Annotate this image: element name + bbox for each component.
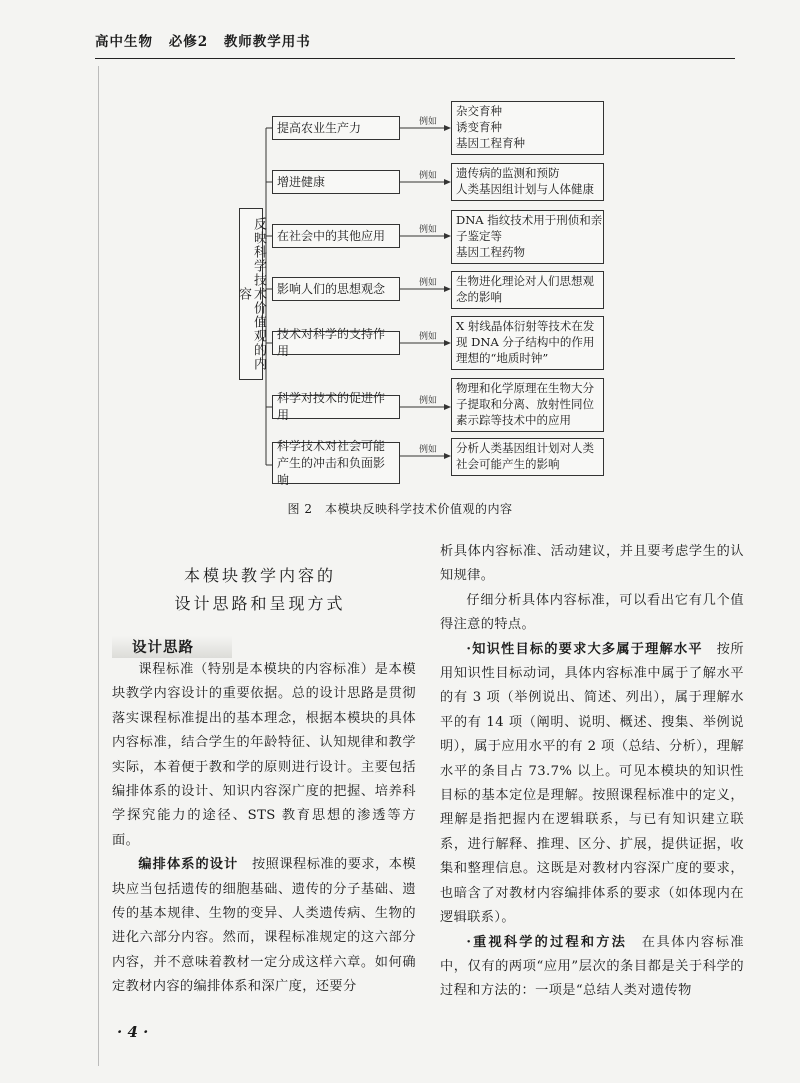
category-box: 科学技术对社会可能产生的冲击和负面影响 [272,442,400,484]
example-line: 遗传病的监测和预防 [456,166,560,180]
category-box: 影响人们的思想观念 [272,277,400,301]
paragraph [440,638,744,931]
section-title-line2: 设计思路和呈现方式 [174,594,346,613]
example-line: 现 DNA 分子结构中的作用 [456,335,595,349]
category-box: 技术对科学的支持作用 [272,331,400,355]
example-label: 例如 [419,445,438,455]
category-box: 在社会中的其他应用 [272,224,400,248]
header-volume: 必修2 [168,34,209,50]
paragraph [112,853,416,999]
example-line: 子提取和分离、放射性同位 [456,397,594,411]
example-label: 例如 [419,396,438,406]
paragraph: 析具体内容标准、活动建议，并且要考虑学生的认知规律。 [440,544,744,584]
example-label: 例如 [419,171,438,181]
paragraph-lead: 编排体系的设计 [138,857,239,873]
example-line: 社会可能产生的影响 [456,457,560,471]
example-label: 例如 [419,225,438,235]
right-column [440,540,744,1004]
left-column [112,658,416,1000]
example-box [451,271,604,309]
root-concept-box: 反映科学技术价值观的内容 [239,208,263,380]
paragraph-text: 在具体内容标准中，仅有的两项“应用”层次的条目都是关于科学的过程和方法的：一项是“总结人类对遗传物 [440,934,745,999]
category-box: 增进健康 [272,170,400,194]
example-line: 素示踪等技术中的应用 [456,413,571,427]
header-book: 高中生物 [95,34,153,50]
paragraph-text: 按照课程标准的要求，本模块应当包括遗传的细胞基础、遗传的分子基础、遗传的基本规律、生物的变异、人类遗传病、生物的进化六部分内容。然而，课程标准规定的这六部分内容，并不意味着教材一定分成这样六章。如何确定教材内容的编排体系和深广度，还要分 [112,857,417,995]
category-box: 提高农业生产力 [272,116,400,140]
example-line: 基因工程药物 [456,245,525,259]
paragraph-text: 按所用知识性目标动词，具体内容标准中属于了解水平的有 3 项（举例说出、简述、列出），属于理解水平的有 14 项（阐明、说明、概述、搜集、举例说明），属于应用水平的有 2 项（总结、分析），理解水平的条目占 73.7% 以上。可见本模块的知识性目标的基本定位是理解。按照课程标准中的定义，理解是指把握内在逻辑联系，与已有知识建立联系，进行解释、推理、区分、扩展，提供证据，收集和整理信息。这既是对教材内容深广度的要求，也暗含了对教材内容编排体系的要求（如体现内在逻辑联系）。 [440,641,745,926]
example-box [451,163,604,201]
header-use: 教师教学用书 [223,34,311,50]
example-line: 人类基因组计划与人体健康 [456,182,594,196]
paragraph [440,931,744,1004]
example-line: 生物进化理论对人们思想观 [456,274,594,288]
concept-diagram [0,0,800,500]
example-box [451,101,604,155]
example-line: 物理和化学原理在生物大分 [456,381,594,395]
example-line: X 射线晶体衍射等技术在发 [456,319,595,333]
page-number: · 4 · [117,1023,149,1041]
example-label: 例如 [419,332,438,342]
example-label: 例如 [419,117,438,127]
example-box [451,210,604,264]
example-line: 理想的“地质时钟” [456,351,549,365]
example-line: 诱变育种 [456,120,502,134]
example-line: 分析人类基因组计划对人类 [456,441,594,455]
paragraph: 仔细分析具体内容标准，可以看出它有几个值得注意的特点。 [440,592,744,633]
sub-heading: 设计思路 [112,636,232,658]
section-title-line1: 本模块教学内容的 [183,566,336,585]
paragraph-lead: ·知识性目标的要求大多属于理解水平 [466,641,703,657]
diagram-connectors [0,0,800,500]
example-box [451,316,604,370]
example-line: 念的影响 [456,290,502,304]
figure-caption: 图 2 本模块反映科学技术价值观的内容 [287,502,513,516]
paragraph: 课程标准（特别是本模块的内容标准）是本模块教学内容设计的重要依据。总的设计思路是贯彻落实课程标准提出的基本理念，根据本模块的具体内容标准，结合学生的年龄特征、认知规律和教学实际，本着便于教和学的原则进行设计。主要包括编排体系的设计、知识内容深广度的把握、培养科学探究能力的途径、STS 教育思想的渗透等方面。 [112,662,416,848]
category-box: 科学对技术的促进作用 [272,395,400,419]
example-line: 杂交育种 [456,104,502,118]
example-line: 子鉴定等 [456,229,502,243]
example-box [451,378,604,432]
paragraph-lead: ·重视科学的过程和方法 [466,934,627,950]
example-label: 例如 [419,278,438,288]
example-box [451,438,604,476]
example-line: DNA 指纹技术用于刑侦和亲 [456,213,603,227]
example-line: 基因工程育种 [456,136,525,150]
